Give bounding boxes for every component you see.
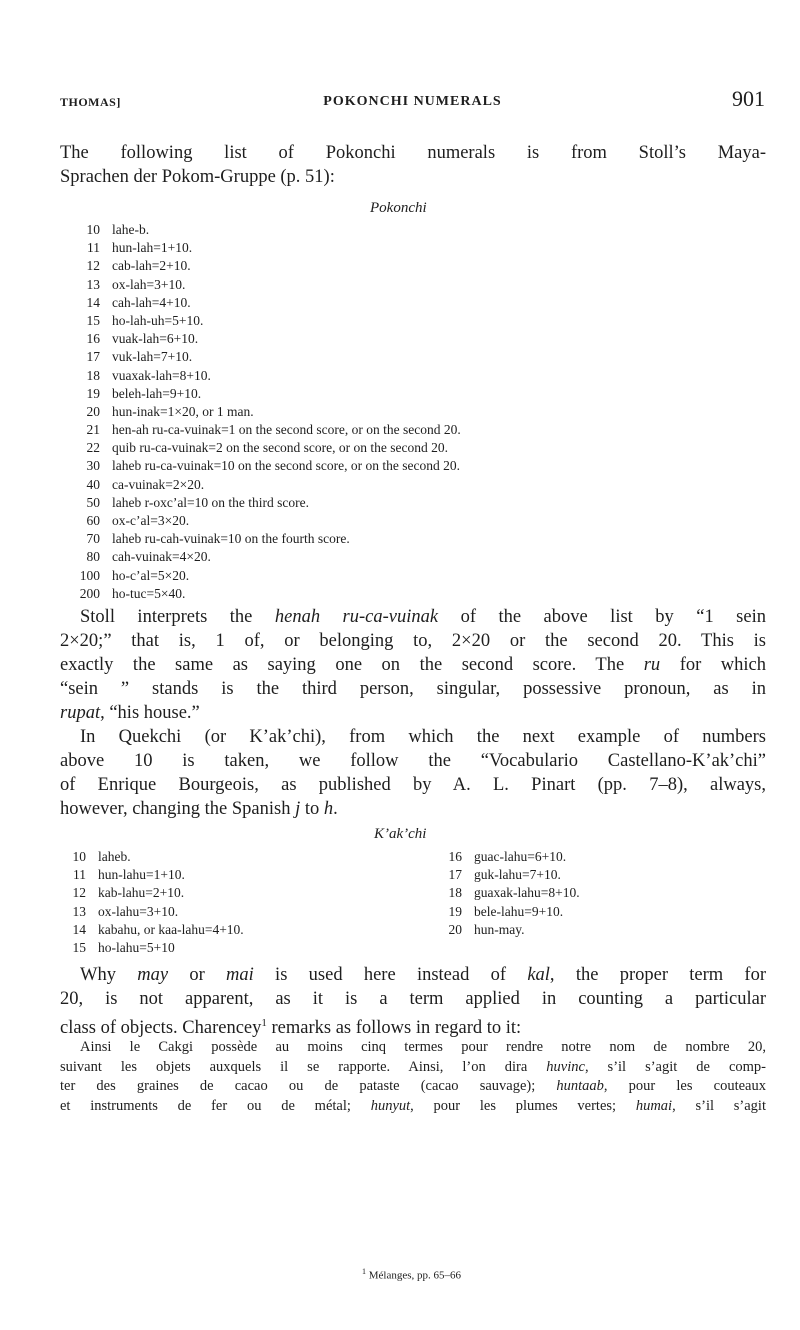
numeral-term: ho-c’al=5×20. <box>112 567 190 583</box>
numeral-row <box>74 348 754 366</box>
numeral-term: hun-lah=1+10. <box>112 240 193 256</box>
quote-line: et instruments de fer ou de métal; hunyut, pour les plumes vertes; humai, s’il s’agit <box>60 1097 766 1114</box>
intro-line: Sprachen der Pokom-Gruppe (p. 51): <box>60 167 335 187</box>
kakchi-numeral-list-right <box>436 848 766 939</box>
quote-line: suivant les objets auxquels il se rapporte. Ainsi, l’on dira huvinc, s’il s’agit de comp- <box>60 1058 766 1075</box>
numeral-row <box>74 403 754 421</box>
numeral-term: hun-may. <box>474 921 525 937</box>
numeral-value: 13 <box>86 276 100 292</box>
numeral-term: cab-lah=2+10. <box>112 258 191 274</box>
numeral-row <box>60 921 390 939</box>
numeral-row <box>74 530 754 548</box>
pokonchi-numeral-list <box>74 221 754 603</box>
why-line: 20, is not apparent, as it is a term applied in counting a particular <box>60 989 766 1009</box>
numeral-value: 14 <box>72 921 86 937</box>
quekchi-paragraph <box>60 725 766 821</box>
numeral-row <box>436 866 766 884</box>
numeral-term: quib ru-ca-vuinak=2 on the second score, or on the second 20. <box>112 440 449 456</box>
numeral-row <box>74 439 754 457</box>
intro-paragraph <box>60 141 766 189</box>
numeral-term: cah-lah=4+10. <box>112 294 191 310</box>
numeral-term: beleh-lah=9+10. <box>112 385 202 401</box>
numeral-value: 10 <box>86 222 100 237</box>
numeral-term: kabahu, or kaa-lahu=4+10. <box>98 921 244 937</box>
numeral-value: 15 <box>72 939 86 955</box>
numeral-value: 16 <box>86 331 100 347</box>
numeral-value: 100 <box>79 567 100 583</box>
numeral-value: 20 <box>86 403 100 419</box>
numeral-row <box>436 848 766 866</box>
numeral-value: 80 <box>86 549 100 565</box>
numeral-value: 30 <box>86 458 100 474</box>
numeral-row <box>74 385 754 403</box>
numeral-term: hen-ah ru-ca-vuinak=1 on the second score, or on the second 20. <box>112 422 461 438</box>
quote-line: ter des graines de cacao ou de pataste (cacao sauvage); huntaab, pour les couteaux <box>60 1078 766 1094</box>
numeral-row <box>60 884 390 902</box>
numeral-value: 17 <box>86 349 100 365</box>
numeral-row <box>74 294 754 312</box>
numeral-row <box>74 494 754 512</box>
numeral-value: 60 <box>86 513 100 528</box>
quekchi-line: In Quekchi (or K’ak’chi), from which the next example of numbers <box>80 727 766 747</box>
running-head <box>60 86 765 112</box>
quekchi-line: of Enrique Bourgeois, as published by A. L. Pinart (pp. 7–8), always, <box>60 775 766 795</box>
numeral-value: 50 <box>86 494 100 510</box>
numeral-term: guac-lahu=6+10. <box>474 849 567 864</box>
page-number: 901 <box>732 86 765 111</box>
stoll-line: rupat, “his house.” <box>60 703 200 723</box>
numeral-row <box>436 884 766 902</box>
numeral-term: vuaxak-lah=8+10. <box>112 367 211 383</box>
numeral-value: 15 <box>86 312 100 328</box>
numeral-value: 12 <box>72 885 86 901</box>
numeral-value: 13 <box>72 903 86 919</box>
numeral-term: lahe-b. <box>112 222 150 237</box>
stoll-paragraph <box>60 605 766 725</box>
footnote: $^1$ Mélanges, pp. 65–66 <box>362 1267 462 1282</box>
numeral-row <box>60 939 390 957</box>
kakchi-heading: K’ak’chi <box>374 826 427 842</box>
numeral-value: 200 <box>79 585 100 601</box>
numeral-row <box>74 367 754 385</box>
numeral-value: 22 <box>86 440 100 456</box>
numeral-term: ox-lah=3+10. <box>112 276 186 292</box>
numeral-value: 19 <box>86 385 100 401</box>
numeral-term: ca-vuinak=2×20. <box>112 476 205 492</box>
pokonchi-heading: Pokonchi <box>370 200 427 216</box>
numeral-row <box>74 276 754 294</box>
numeral-value: 10 <box>72 849 86 864</box>
numeral-row <box>74 221 754 239</box>
numeral-term: ho-tuc=5×40. <box>112 585 186 601</box>
numeral-term: laheb ru-ca-vuinak=10 on the second score, or on the second 20. <box>112 458 461 474</box>
numeral-row <box>74 476 754 494</box>
numeral-row <box>74 512 754 530</box>
numeral-row <box>74 312 754 330</box>
numeral-row <box>74 239 754 257</box>
quekchi-line: however, changing the Spanish j to h. <box>60 799 338 819</box>
numeral-value: 18 <box>448 885 462 901</box>
numeral-term: ho-lah-uh=5+10. <box>112 312 204 328</box>
numeral-row <box>60 903 390 921</box>
numeral-value: 17 <box>448 867 462 883</box>
quekchi-line: above 10 is taken, we follow the “Vocabulario Castellano-K’ak’chi” <box>60 751 766 771</box>
numeral-row <box>74 457 754 475</box>
numeral-term: laheb ru-cah-vuinak=10 on the fourth score. <box>112 531 350 547</box>
running-head-title: POKONCHI NUMERALS <box>323 94 502 109</box>
numeral-value: 20 <box>448 921 462 937</box>
numeral-term: laheb r-oxc’al=10 on the third score. <box>112 494 310 510</box>
kakchi-numeral-list-left <box>60 848 390 957</box>
numeral-term: ox-lahu=3+10. <box>98 903 179 919</box>
why-line: Why may or mai is used here instead of kal, the proper term for <box>80 965 766 985</box>
numeral-row <box>74 330 754 348</box>
numeral-term: vuk-lah=7+10. <box>112 349 193 365</box>
numeral-value: 11 <box>73 867 86 883</box>
numeral-value: 19 <box>448 903 462 919</box>
stoll-line: “sein ” stands is the third person, singular, possessive pronoun, as in <box>60 679 766 699</box>
stoll-line: exactly the same as saying one on the second score. The ru for which <box>60 655 766 675</box>
numeral-term: ho-lahu=5+10 <box>98 939 175 955</box>
quote-line: Ainsi le Cakgi possède au moins cinq termes pour rendre notre nom de nombre 20, <box>80 1039 766 1055</box>
why-line: class of objects. Charencey$^1$ remarks as follows in regard to it: <box>60 1017 522 1039</box>
numeral-term: vuak-lah=6+10. <box>112 331 199 347</box>
numeral-value: 21 <box>86 422 100 438</box>
quotation-block <box>60 1038 766 1116</box>
numeral-value: 70 <box>86 531 100 547</box>
stoll-line: Stoll interprets the henah ru-ca-vuinak of the above list by “1 sein <box>80 607 766 627</box>
footnote-reference: 1 <box>261 1017 267 1029</box>
numeral-term: laheb. <box>98 849 131 864</box>
numeral-term: hun-inak=1×20, or 1 man. <box>112 403 254 419</box>
numeral-value: 18 <box>86 367 100 383</box>
numeral-term: cah-vuinak=4×20. <box>112 549 211 565</box>
numeral-value: 40 <box>86 476 100 492</box>
numeral-term: bele-lahu=9+10. <box>474 903 564 919</box>
numeral-value: 14 <box>86 294 100 310</box>
numeral-row <box>436 921 766 939</box>
stoll-line: 2×20;” that is, 1 of, or belonging to, 2×20 or the second 20. This is <box>60 631 766 651</box>
numeral-row <box>60 866 390 884</box>
numeral-row <box>74 585 754 603</box>
numeral-row <box>74 548 754 566</box>
numeral-term: guaxak-lahu=8+10. <box>474 885 580 901</box>
numeral-value: 12 <box>86 258 100 274</box>
numeral-term: kab-lahu=2+10. <box>98 885 185 901</box>
numeral-value: 16 <box>448 849 462 864</box>
running-head-author: THOMAS] <box>60 95 121 109</box>
why-paragraph <box>60 963 766 1039</box>
intro-line: The following list of Pokonchi numerals is from Stoll’s Maya- <box>60 143 766 163</box>
numeral-term: guk-lahu=7+10. <box>474 867 561 883</box>
numeral-row <box>74 567 754 585</box>
numeral-row <box>436 903 766 921</box>
numeral-row <box>60 848 390 866</box>
numeral-row <box>74 257 754 275</box>
numeral-row <box>74 421 754 439</box>
numeral-term: ox-c’al=3×20. <box>112 513 190 528</box>
numeral-term: hun-lahu=1+10. <box>98 867 185 883</box>
numeral-value: 11 <box>87 240 100 256</box>
